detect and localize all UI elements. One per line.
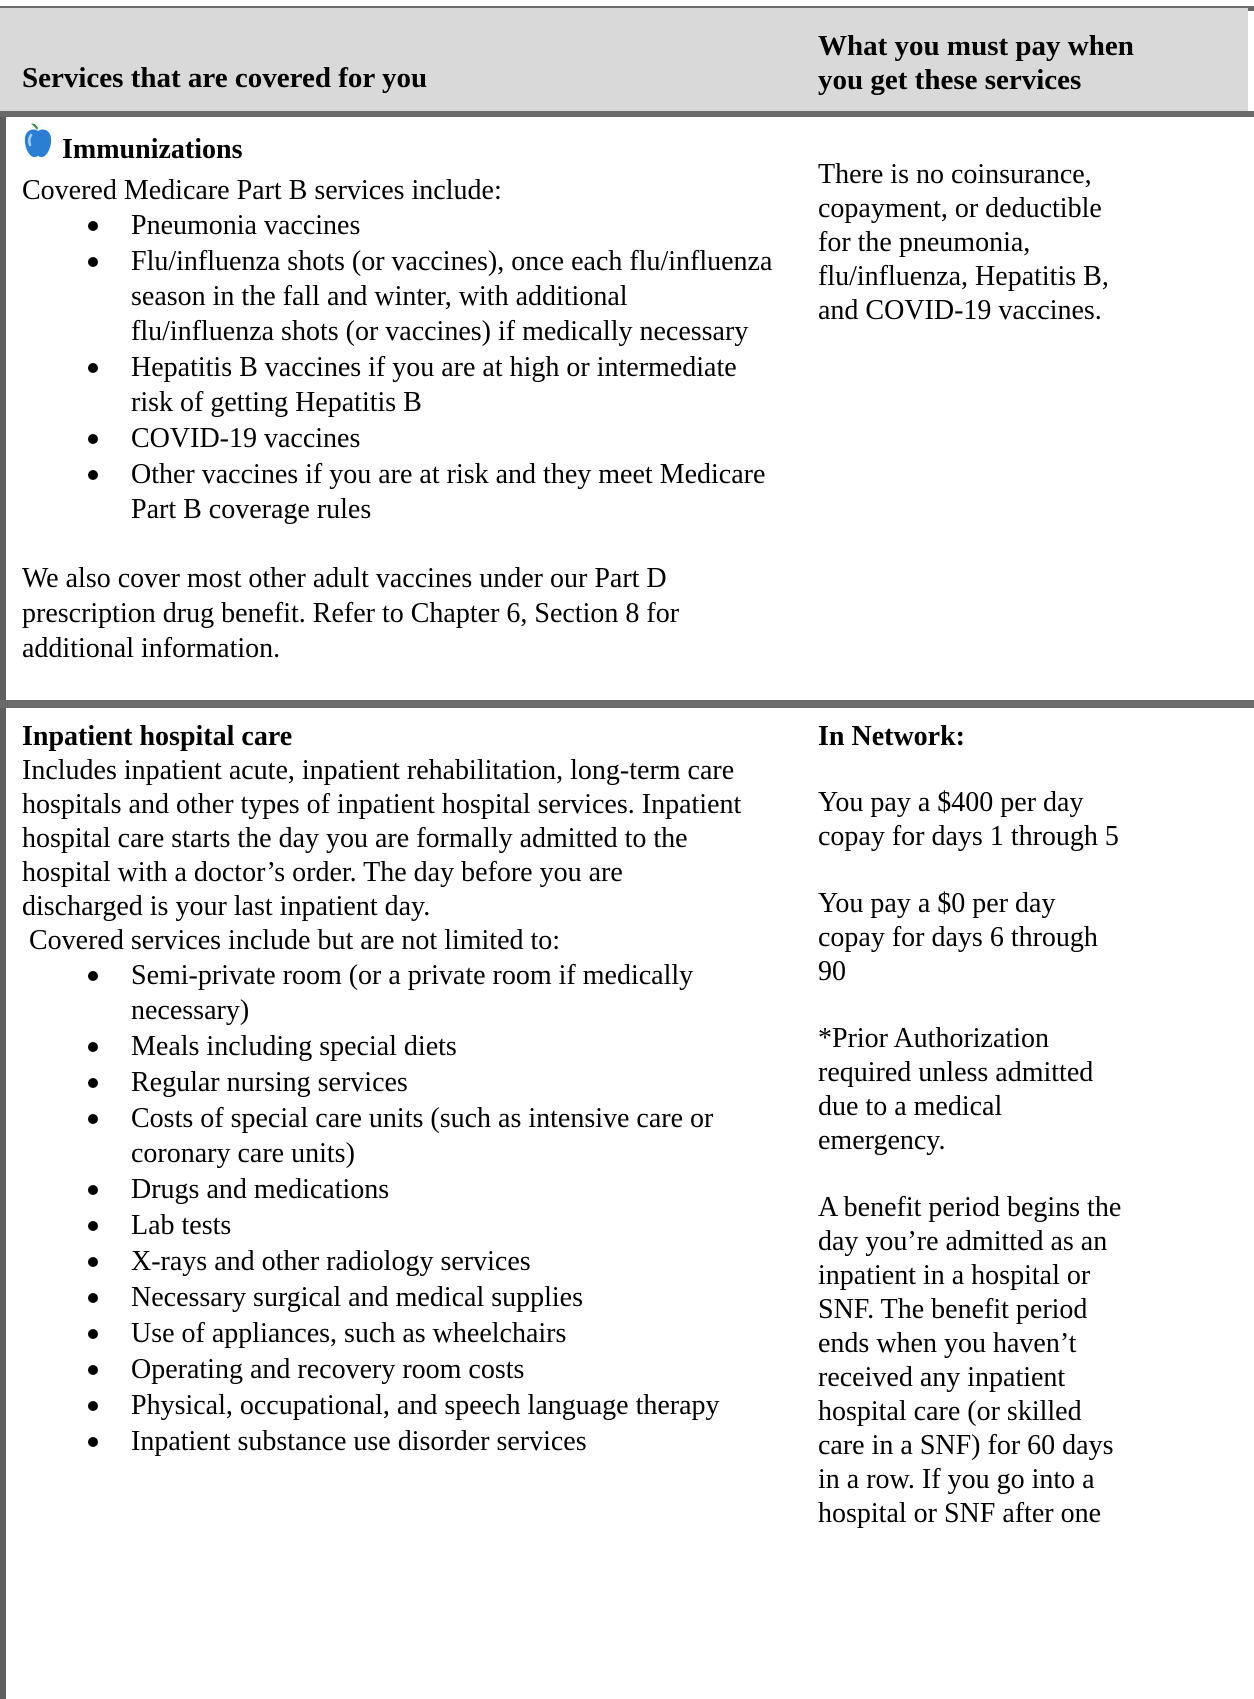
header-cost-line-1: What you must pay when [818, 30, 1134, 62]
row-divider [0, 700, 1254, 708]
list-item: Inpatient substance use disorder services [22, 1424, 807, 1459]
inpatient-cost-cell [818, 720, 1243, 1531]
immunizations-cost-cell: There is no coinsurance, copayment, or deductible for the pneumonia, flu/influenza, Hepatitis B, and COVID-19 vaccines. [818, 159, 1109, 326]
cost-paragraph: You pay a $400 per day copay for days 1 through 5 [818, 787, 1119, 852]
list-item: Regular nursing services [22, 1065, 807, 1100]
list-item: Lab tests [22, 1208, 807, 1243]
list-item: Meals including special diets [22, 1029, 807, 1064]
list-item: Semi-private room (or a private room if medically necessary) [22, 958, 807, 1028]
list-item: Use of appliances, such as wheelchairs [22, 1316, 807, 1351]
header-services-column [22, 61, 427, 95]
immunizations-heading [22, 122, 802, 173]
cost-paragraph: You pay a $0 per day copay for days 6 through 90 [818, 888, 1098, 987]
inpatient-intro: Covered services include but are not limited to: [22, 925, 561, 956]
header-bottom-rule [0, 111, 1254, 117]
header-services-label: Services that are covered for you [22, 62, 428, 94]
list-item: X-rays and other radiology services [22, 1244, 807, 1279]
apple-icon [22, 122, 54, 173]
list-item: Hepatitis B vaccines if you are at high or intermediate risk of getting Hepatitis B [22, 350, 802, 420]
inpatient-bullet-list [22, 958, 807, 1459]
in-network-label: In Network: [818, 721, 965, 752]
list-item: Physical, occupational, and speech language therapy [22, 1388, 807, 1423]
list-item: Flu/influenza shots (or vaccines), once each flu/influenza season in the fall and winter, with additional flu/influenza shots (or vaccines) if medically necessary [22, 244, 802, 349]
list-item: Operating and recovery room costs [22, 1352, 807, 1387]
header-cost-column [818, 29, 1134, 97]
cost-paragraph: A benefit period begins the day you’re admitted as an inpatient in a hospital or SNF. The benefit period ends when you haven’t received any inpatient hospital care (or skilled care in a SNF) for 60 days in a row. If you go into a hospital or SNF after one [818, 1192, 1122, 1529]
cost-paragraph: *Prior Authorization required unless admitted due to a medical emergency. [818, 1023, 1094, 1156]
list-item: Drugs and medications [22, 1172, 807, 1207]
inpatient-title: Inpatient hospital care [22, 721, 293, 752]
list-item: Costs of special care units (such as intensive care or coronary care units) [22, 1101, 807, 1171]
header-cost-line-2: you get these services [818, 64, 1082, 96]
list-item: Other vaccines if you are at risk and they meet Medicare Part B coverage rules [22, 457, 802, 527]
list-item: Necessary surgical and medical supplies [22, 1280, 807, 1315]
immunizations-intro: Covered Medicare Part B services include: [22, 175, 502, 206]
inpatient-services-cell [22, 720, 807, 1460]
list-item: COVID-19 vaccines [22, 421, 802, 456]
list-item: Pneumonia vaccines [22, 208, 802, 243]
immunizations-title: Immunizations [62, 134, 243, 165]
immunizations-services-cell [22, 122, 802, 666]
inpatient-description: Includes inpatient acute, inpatient rehabilitation, long-term care hospitals and other types of inpatient hospital services. Inpatient hospital care starts the day you are formally admitted to the hospital with a doctor’s order. The day before you are discharged is your last inpatient day. [22, 755, 742, 922]
immunizations-bullet-list [22, 208, 802, 527]
immunizations-footer: We also cover most other adult vaccines under our Part D prescription drug benefit. Refer to Chapter 6, Section 8 for additional information. [22, 563, 680, 664]
